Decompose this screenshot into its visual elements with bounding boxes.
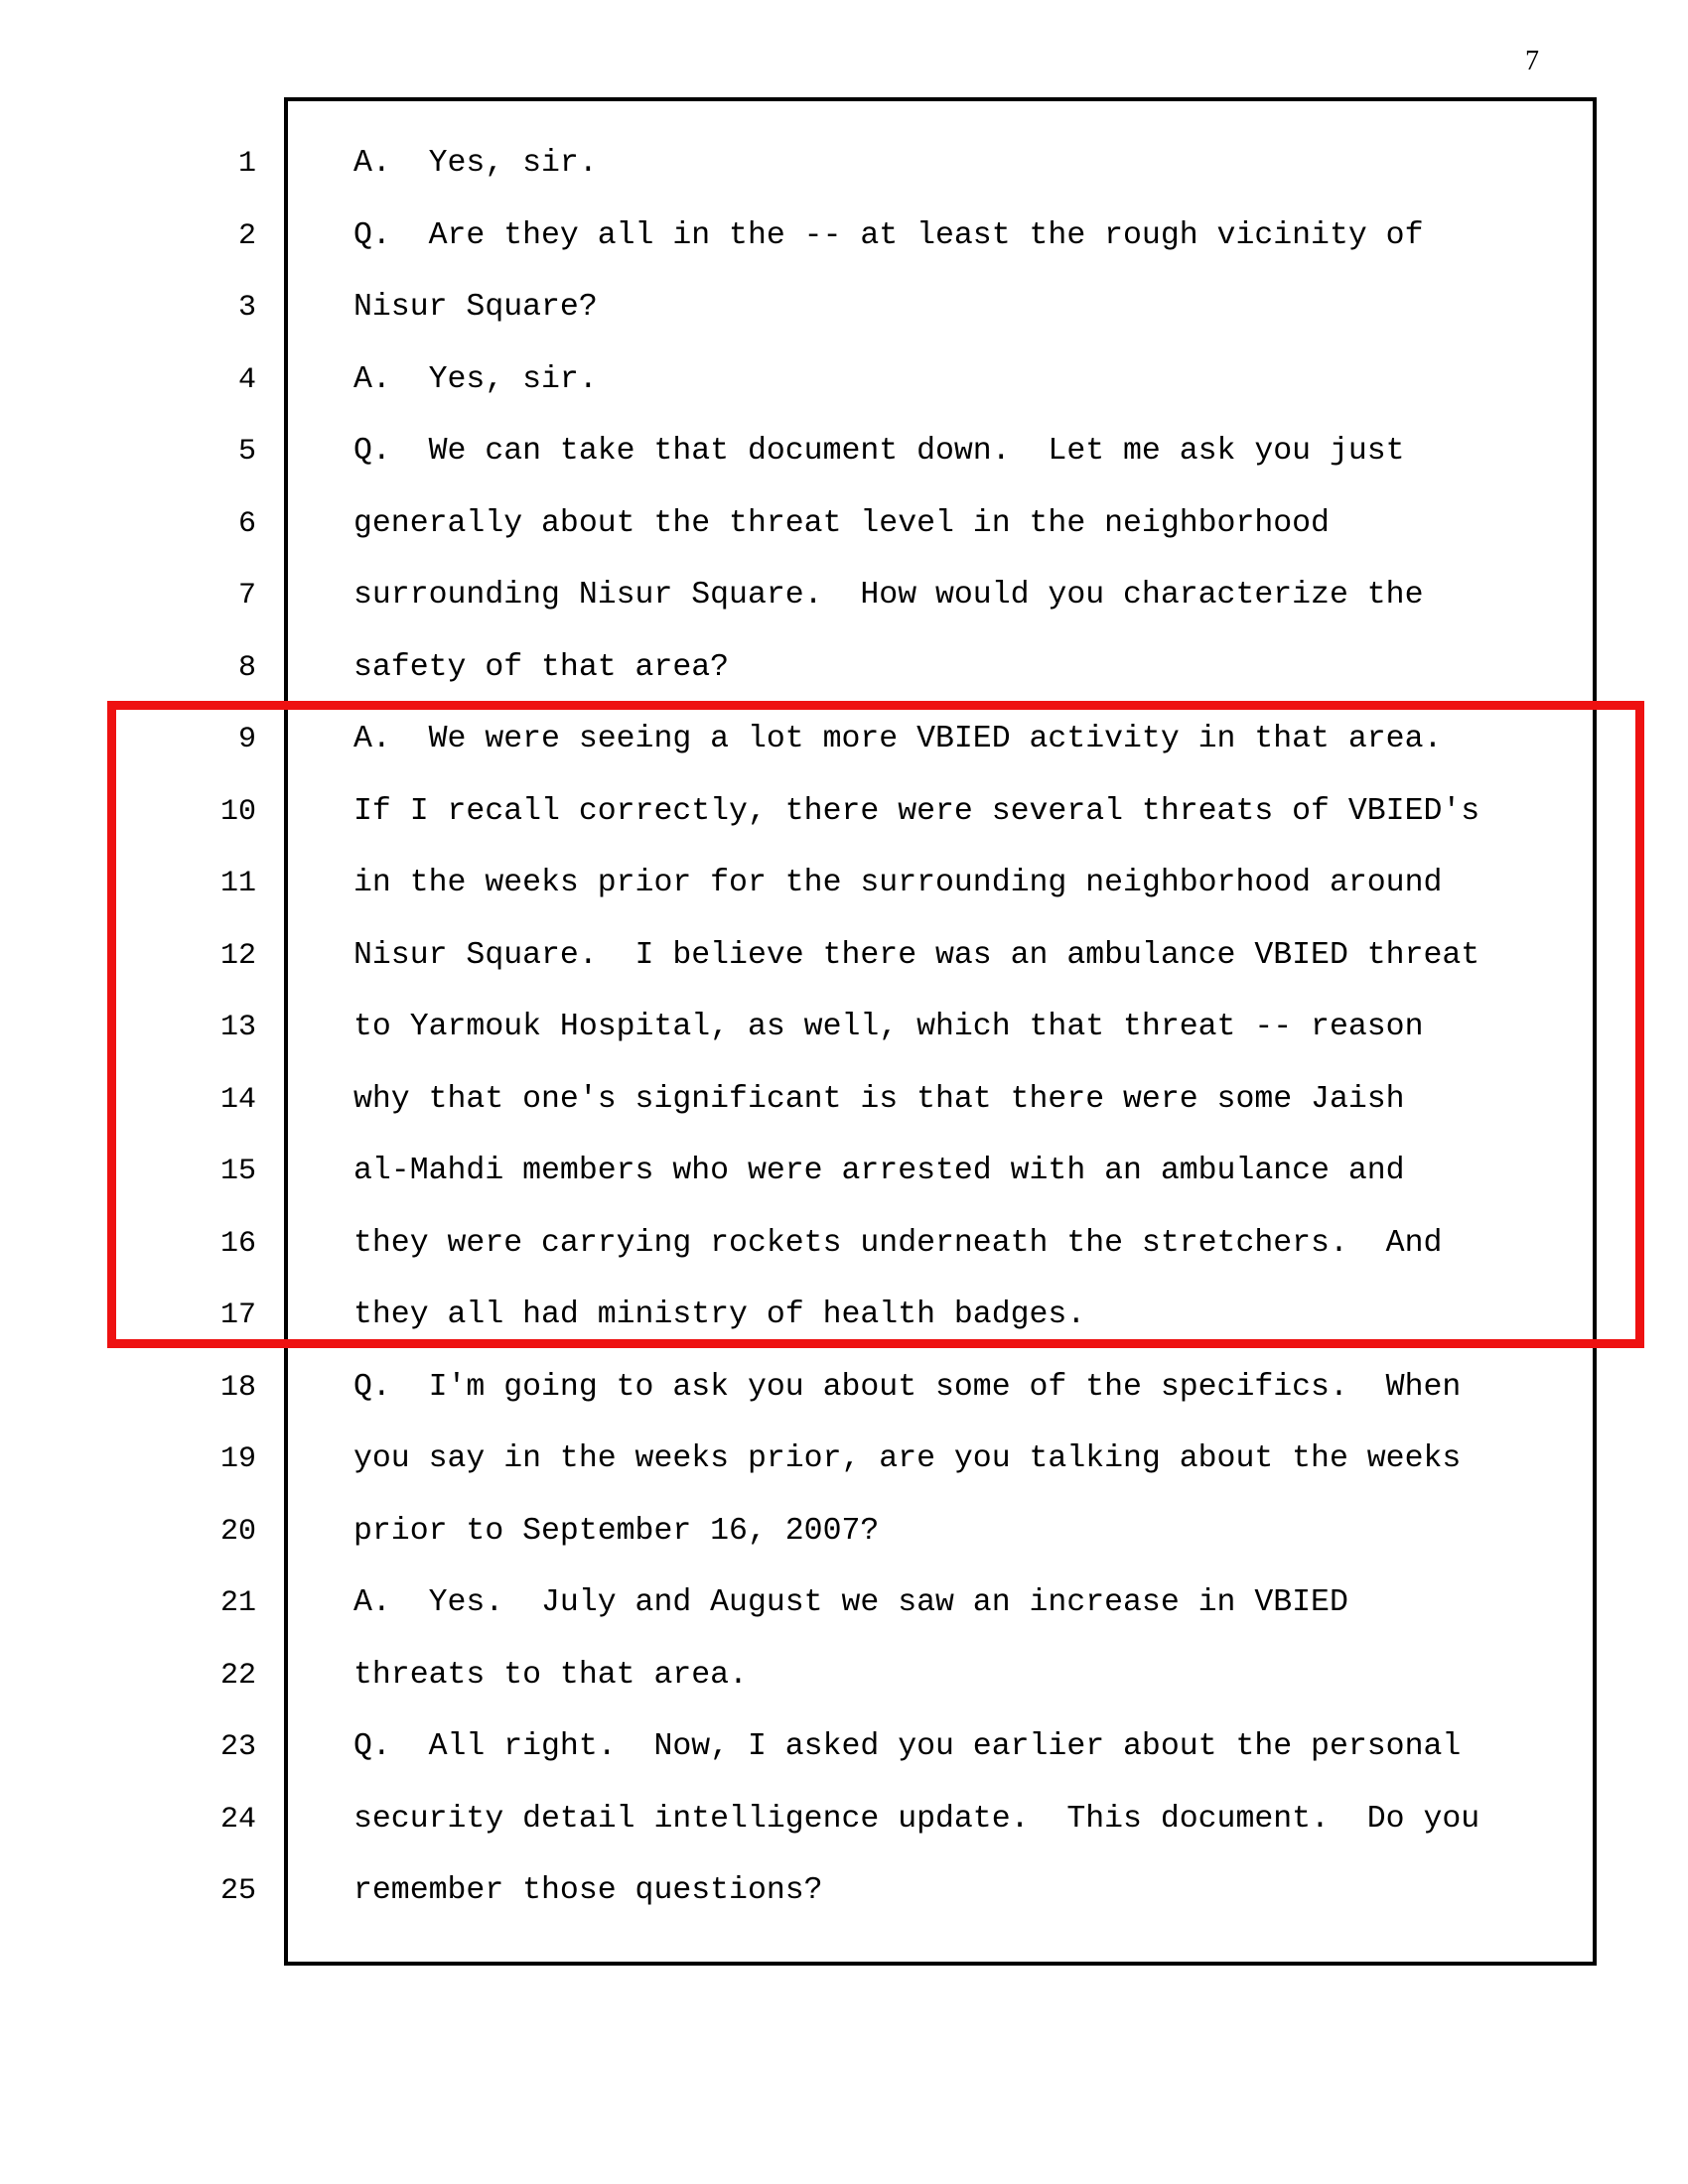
transcript-line: they were carrying rockets underneath the stretchers. And: [353, 1226, 1443, 1261]
line-number: 1: [237, 147, 256, 181]
line-number: 15: [219, 1155, 256, 1188]
line-number: 18: [219, 1371, 256, 1405]
line-number: 14: [219, 1083, 256, 1117]
transcript-line: to Yarmouk Hospital, as well, which that threat -- reason: [353, 1010, 1424, 1044]
line-number: 4: [237, 363, 256, 397]
transcript-line: prior to September 16, 2007?: [353, 1514, 880, 1549]
line-number: 19: [219, 1442, 256, 1476]
transcript-line: surrounding Nisur Square. How would you characterize the: [353, 578, 1424, 613]
line-number: 3: [237, 291, 256, 325]
transcript-line: why that one's significant is that there were some Jaish: [353, 1082, 1405, 1117]
transcript-line: Q. Are they all in the -- at least the rough vicinity of: [353, 218, 1424, 253]
transcript-line: Nisur Square. I believe there was an ambulance VBIED threat: [353, 938, 1480, 973]
line-number: 6: [237, 507, 256, 541]
line-number: 9: [237, 723, 256, 756]
transcript-line: A. Yes. July and August we saw an increase in VBIED: [353, 1585, 1348, 1620]
line-number: 2: [237, 219, 256, 253]
transcript-line: If I recall correctly, there were several threats of VBIED's: [353, 794, 1480, 829]
transcript-line: generally about the threat level in the neighborhood: [353, 506, 1330, 541]
transcript-line: Nisur Square?: [353, 290, 598, 325]
line-number: 11: [219, 867, 256, 900]
transcript-line: Q. We can take that document down. Let me ask you just: [353, 434, 1405, 469]
transcript-line: threats to that area.: [353, 1658, 748, 1693]
line-number: 23: [219, 1730, 256, 1764]
transcript-line: A. We were seeing a lot more VBIED activity in that area.: [353, 722, 1443, 756]
transcript-line: A. Yes, sir.: [353, 146, 598, 181]
line-number: 8: [237, 651, 256, 685]
transcript-line: security detail intelligence update. This document. Do you: [353, 1802, 1480, 1837]
transcript-line: you say in the weeks prior, are you talking about the weeks: [353, 1441, 1462, 1476]
transcript-line: they all had ministry of health badges.: [353, 1297, 1086, 1332]
line-number: 10: [219, 795, 256, 829]
transcript-line: in the weeks prior for the surrounding neighborhood around: [353, 866, 1443, 900]
line-number: 22: [219, 1659, 256, 1693]
line-number: 5: [237, 435, 256, 469]
line-number: 20: [219, 1515, 256, 1549]
transcript-line: Q. All right. Now, I asked you earlier about the personal: [353, 1729, 1462, 1764]
line-number: 25: [219, 1874, 256, 1908]
line-number: 7: [237, 579, 256, 613]
line-number: 17: [219, 1298, 256, 1332]
transcript-line: Q. I'm going to ask you about some of the specifics. When: [353, 1370, 1462, 1405]
line-number: 13: [219, 1011, 256, 1044]
line-number: 12: [219, 939, 256, 973]
page-number: 7: [1525, 46, 1539, 76]
line-number: 16: [219, 1227, 256, 1261]
transcript-line: al-Mahdi members who were arrested with an ambulance and: [353, 1154, 1405, 1188]
transcript-line: safety of that area?: [353, 650, 730, 685]
transcript-line: A. Yes, sir.: [353, 362, 598, 397]
line-number: 24: [219, 1803, 256, 1837]
line-number: 21: [219, 1586, 256, 1620]
transcript-line: remember those questions?: [353, 1873, 823, 1908]
